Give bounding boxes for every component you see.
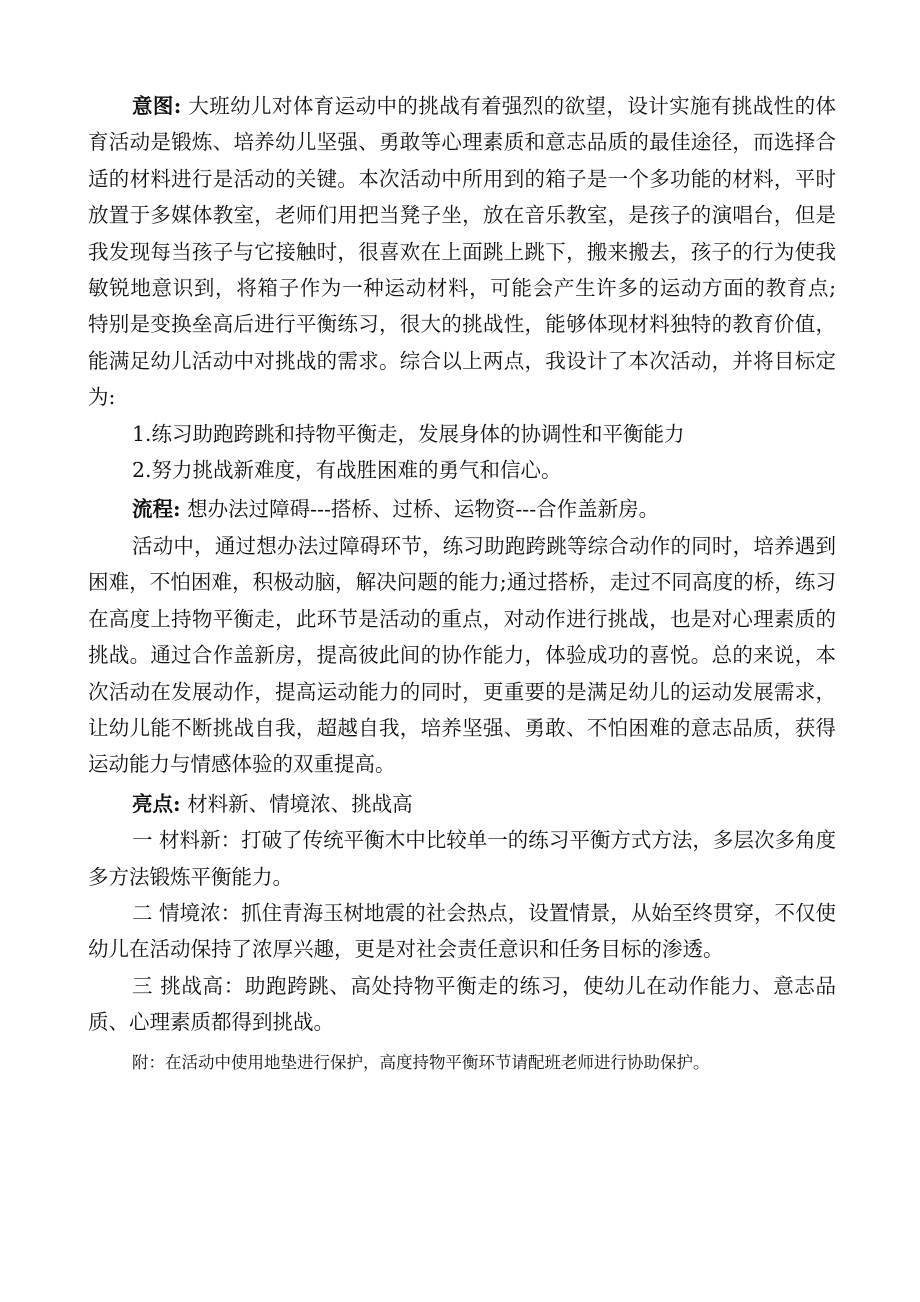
document-page xyxy=(88,88,836,1094)
process-label: 流程: xyxy=(132,497,181,522)
intent-paragraph xyxy=(88,88,836,416)
highlight-item: 二 情境浓：抓住青海玉树地震的社会热点，设置情景，从始至终贯穿，不仅使幼儿在活动保持了浓厚兴趣，更是对社会责任意识和任务目标的渗透。 xyxy=(88,900,836,962)
highlights-text: 材料新、情境浓、挑战高 xyxy=(180,791,413,816)
intent-text: 大班幼儿对体育运动中的挑战有着强烈的欲望，设计实施有挑战性的体育活动是锻炼、培养幼儿坚强、勇敢等心理素质和意志品质的最佳途径，而选择合适的材料进行是活动的关键。本次活动中所用到的箱子是一个多功能的材料，平时放置于多媒体教室，老师们用把当凳子坐，放在音乐教室，是孩子的演唱台，但是我发现每当孩子与它接触时，很喜欢在上面跳上跳下，搬来搬去，孩子的行为使我敏锐地意识到，将箱子作为一种运动材料，可能会产生许多的运动方面的教育点; 特别是变换垒高后进行平衡练习，很大的挑战性，能够体现材料独特的教育价值，能满足幼儿活动中对挑战的需求。综合以上两点，我设计了本次活动，并将目标定为: xyxy=(88,94,836,410)
intent-label: 意图: xyxy=(132,94,182,118)
goal-item: 1.练习助跑跨跳和持物平衡走，发展身体的协调性和平衡能力 xyxy=(132,421,685,446)
goal-item: 2.努力挑战新难度，有战胜困难的勇气和信心。 xyxy=(132,458,562,483)
highlight-item: 一 材料新：打破了传统平衡木中比较单一的练习平衡方式方法，多层次多角度多方法锻炼平衡能力。 xyxy=(88,828,836,889)
highlights-heading xyxy=(88,786,836,822)
process-text: 想办法过障碍---搭桥、过桥、运物资---合作盖新房。 xyxy=(180,497,660,522)
process-heading xyxy=(88,491,836,527)
note-text: 附：在活动中使用地垫进行保护，高度持物平衡环节请配班老师进行协助保护。 xyxy=(132,1052,710,1072)
highlights-label: 亮点: xyxy=(132,791,181,816)
process-body: 活动中，通过想办法过障碍环节，练习助跑跨跳等综合动作的同时，培养遇到困难，不怕困难，积极动脑，解决问题的能力;通过搭桥，走过不同高度的桥，练习在高度上持物平衡走，此环节是活动的重点，对动作进行挑战，也是对心理素质的挑战。通过合作盖新房，提高彼此间的协作能力，体验成功的喜悦。总的来说，本次活动在发展动作，提高运动能力的同时，更重要的是满足幼儿的运动发展需求，让幼儿能不断挑战自我，超越自我，培养坚强、勇敢、不怕困难的意志品质，获得运动能力与情感体验的双重提高。 xyxy=(88,533,836,777)
highlight-item: 三 挑战高：助跑跨跳、高处持物平衡走的练习，使幼儿在动作能力、意志品质、心理素质都得到挑战。 xyxy=(88,973,836,1035)
